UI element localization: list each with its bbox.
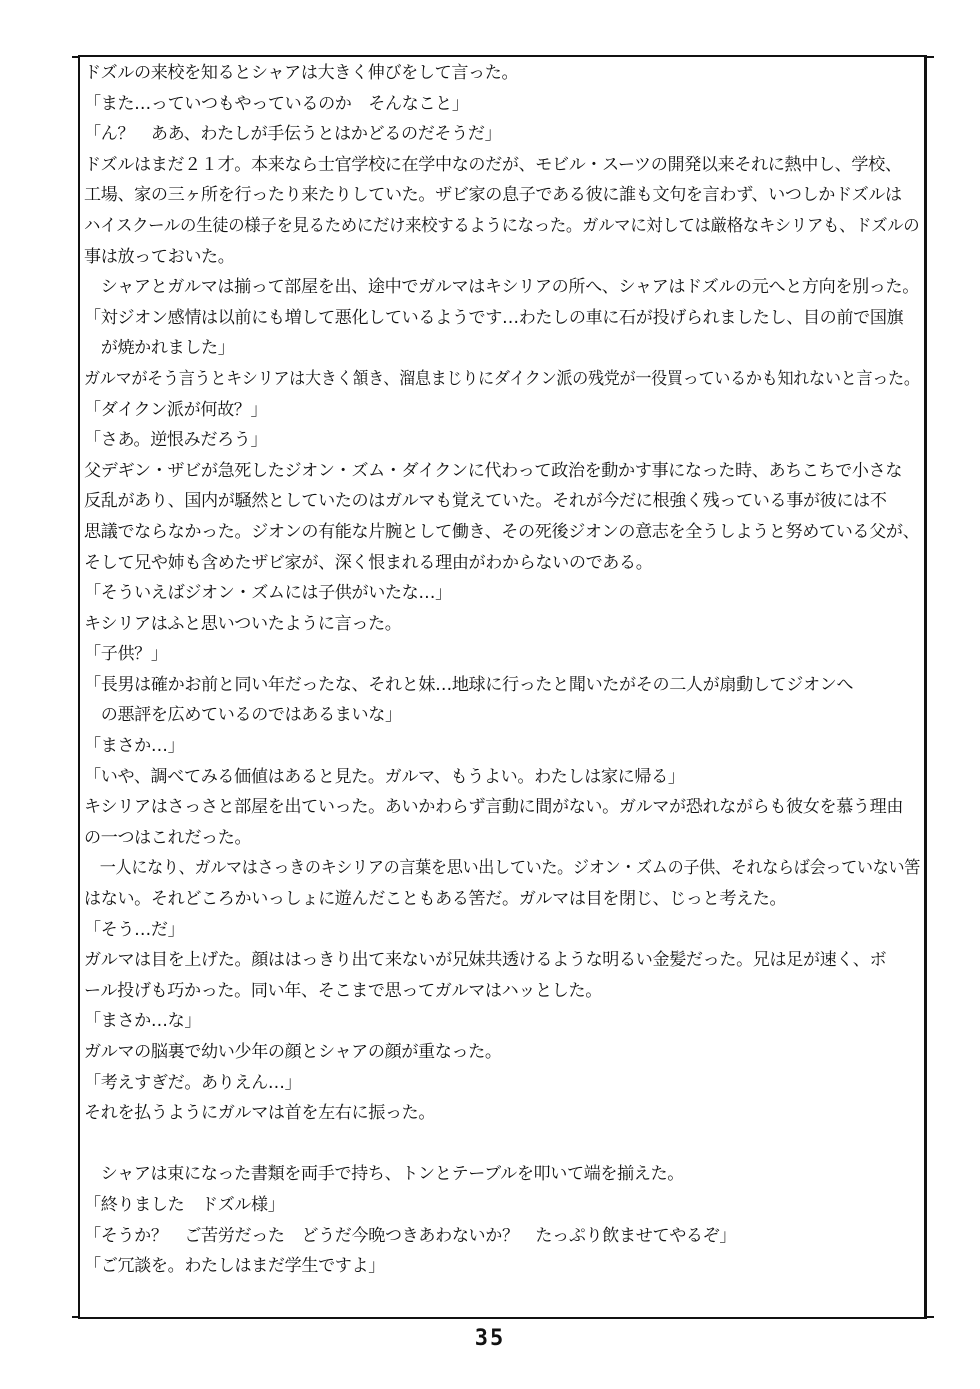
text-line: 「対ジオン感情は以前にも増して悪化しているようです…わたしの車に石が投げられましたし、目の前で国旗 bbox=[84, 307, 904, 328]
text-line: 一人になり、ガルマはさっきのキシリアの言葉を思い出していた。ジオン・ズムの子供、それならば会っていない筈 bbox=[84, 858, 921, 879]
text-line: ガルマの脳裏で幼い少年の顔とシャアの顔が重なった。 bbox=[84, 1042, 502, 1062]
border-corner-mark bbox=[72, 1316, 80, 1318]
text-line: 反乱があり、国内が騒然としていたのはガルマも覚えていた。それが今だに根強く残っている事が彼には不 bbox=[84, 491, 887, 512]
text-line: そして兄や姉も含めたザビ家が、深く恨まれる理由がわからないのである。 bbox=[84, 552, 653, 573]
text-line: 「考えすぎだ。ありえん…」 bbox=[84, 1072, 302, 1093]
text-line: 「ダイクン派が何故？」 bbox=[84, 399, 268, 420]
text-line: が焼かれました」 bbox=[84, 338, 235, 359]
text-line: の一つはこれだった。 bbox=[84, 827, 252, 848]
text-line: シャアは束になった書類を両手で持ち、トンとテーブルを叩いて端を揃えた。 bbox=[84, 1164, 685, 1185]
text-line: 「また…っていつもやっているのか そんなこと」 bbox=[84, 93, 469, 114]
text-line: 「ご冗談を。わたしはまだ学生ですよ」 bbox=[84, 1256, 385, 1277]
border-corner-mark bbox=[924, 1316, 934, 1318]
border-corner-mark bbox=[72, 56, 80, 58]
text-line: 「長男は確かお前と同い年だったな、それと妹…地球に行ったと聞いたがその二人が扇動してジオンへ bbox=[84, 674, 854, 695]
text-line: ガルマがそう言うとキシリアは大きく頷き、溜息まじりにダイクン派の残党が一役買っているかも知れないと言った。 bbox=[84, 368, 920, 389]
text-line: 父デギン・ザビが急死したジオン・ズム・ダイクンに代わって政治を動かす事になった時、あちこちで小さな bbox=[84, 460, 903, 481]
text-line: ール投げも巧かった。同い年、そこまで思ってガルマはハッとした。 bbox=[84, 980, 602, 1001]
text-line: 「そうか？ ご苦労だった どうだ今晩つきあわないか？ たっぷり飲ませてやるぞ」 bbox=[84, 1225, 737, 1246]
text-line: 「さあ。逆恨みだろう」 bbox=[84, 430, 268, 451]
text-line: 事は放っておいた。 bbox=[84, 246, 235, 267]
text-line: キシリアはふと思いついたように言った。 bbox=[84, 613, 402, 634]
text-line: ドズルの来校を知るとシャアは大きく伸びをして言った。 bbox=[84, 63, 519, 83]
text-line: 工場、家の三ヶ所を行ったり来たりしていた。ザビ家の息子である彼に誰も文句を言わず、いつしかドズルは bbox=[84, 185, 902, 206]
text-line: 「いや、調べてみる価値はあると見た。ガルマ、もうよい。わたしは家に帰る」 bbox=[84, 766, 685, 787]
text-line: ハイスクールの生徒の様子を見るためにだけ来校するようになった。ガルマに対しては厳格なキシリアも、ドズルの bbox=[84, 215, 920, 236]
text-line: キシリアはさっさと部屋を出ていった。あいかわらず言動に間がない。ガルマが恐れながらも彼女を慕う理由 bbox=[84, 797, 904, 818]
text-line: 思議でならなかった。ジオンの有能な片腕として働き、その死後ジオンの意志を全うしようと努めている父が、 bbox=[84, 521, 920, 542]
text-line: 「終りました ドズル様」 bbox=[84, 1194, 285, 1215]
page-number: 35 bbox=[474, 1326, 506, 1351]
text-line: ドズルはまだ２１才。本来なら士官学校に在学中なのだが、モビル・スーツの開発以来それに熱中し、学校、 bbox=[84, 154, 902, 175]
text-line: 「まさか…な」 bbox=[84, 1011, 202, 1032]
text-line: シャアとガルマは揃って部屋を出、途中でガルマはキシリアの所へ、シャアはドズルの元へと方向を別った。 bbox=[84, 277, 919, 298]
text-line: 「そう…だ」 bbox=[84, 919, 185, 940]
text-line: 「そういえばジオン・ズムには子供がいたな…」 bbox=[84, 583, 452, 604]
text-line: 「まさか…」 bbox=[84, 736, 185, 757]
text-line: の悪評を広めているのではあるまいな」 bbox=[84, 705, 402, 726]
blank-line bbox=[84, 1129, 920, 1160]
text-line: はない。それどころかいっしょに遊んだこともある筈だ。ガルマは目を閉じ、じっと考えた。 bbox=[84, 889, 787, 910]
text-line: 「子供？」 bbox=[84, 644, 168, 665]
text-line: 「ん？ ああ、わたしが手伝うとはかどるのだそうだ」 bbox=[84, 124, 502, 145]
novel-text-block bbox=[84, 58, 926, 1282]
text-line: それを払うようにガルマは首を左右に振った。 bbox=[84, 1103, 436, 1124]
text-line: ガルマは目を上げた。顔ははっきり出て来ないが兄妹共透けるような明るい金髪だった。兄は足が速く、ボ bbox=[84, 950, 887, 971]
